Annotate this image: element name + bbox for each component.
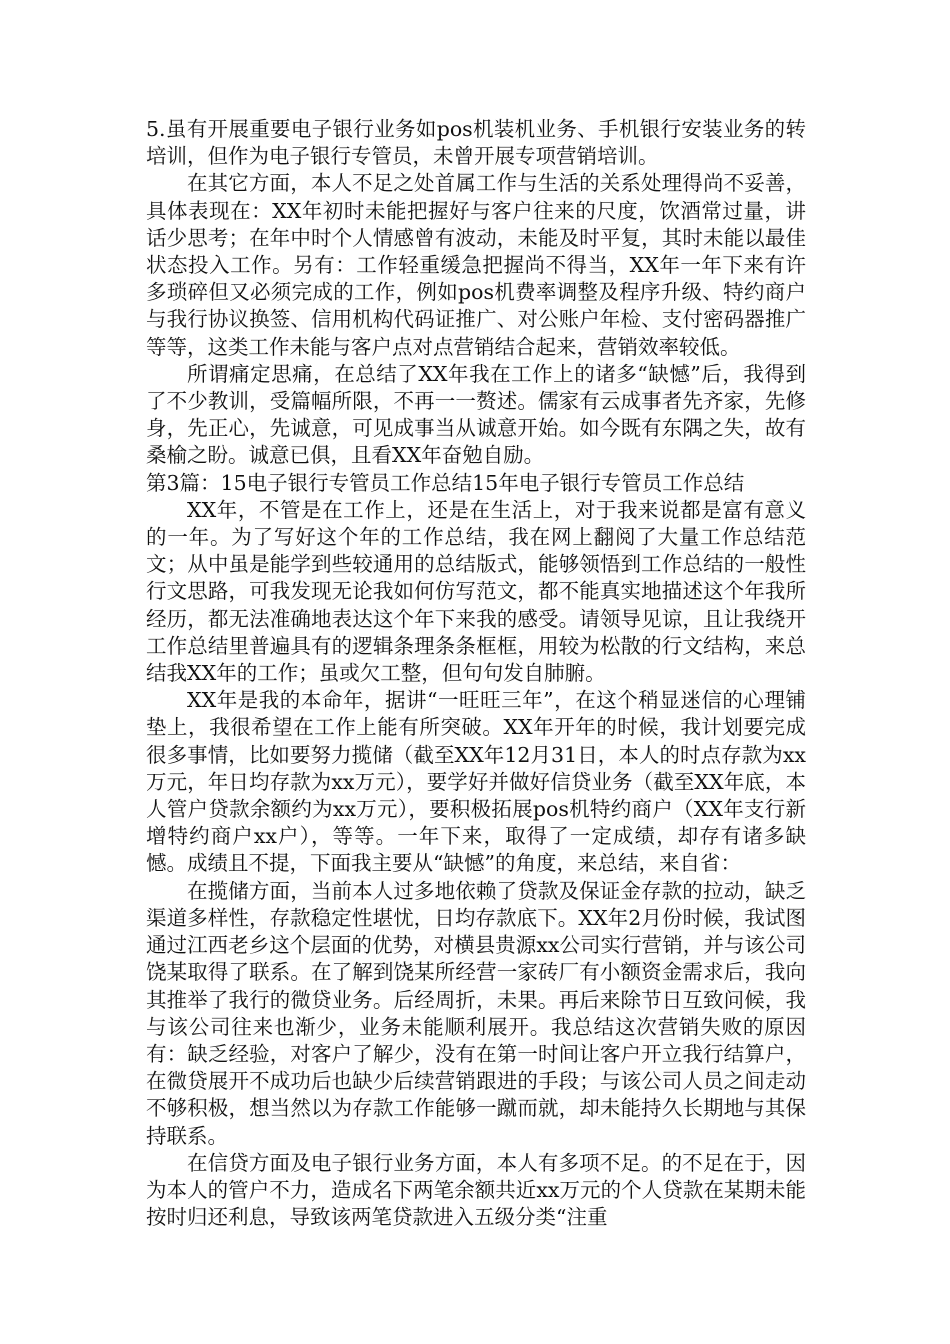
paragraph-item-1: 5.虽有开展重要电子银行业务如pos机装机业务、手机银行安装业务的转培训，但作为电子银行专管员，未曾开展专项营销培训。 [146,117,806,169]
section-heading: 第3篇：15电子银行专管员工作总结15年电子银行专管员工作总结 [146,470,745,495]
paragraph-deposits: 在揽储方面，当前本人过多地依赖了贷款及保证金存款的拉动，缺乏渠道多样性，存款稳定性堪忧，日均存款底下。XX年2月份时候，我试图通过江西老乡这个层面的优势，对横县贵源xx公司实行营销，并与该公司饶某取得了联系。在了解到饶某所经营一家砖厂有小额资金需求后，我向其推举了我行的微贷业务。后经周折，未果。再后来除节日互致问候，我与该公司往来也渐少，业务未能顺利展开。我总结这次营销失败的原因有：缺乏经验，对客户了解少，没有在第一时间让客户开立我行结算户，在微贷展开不成功后也缺少后续营销跟进的手段；与该公司人员之间走动不够积极，想当然以为存款工作能够一蹴而就，却未能持久长期地与其保持联系。 [146,878,806,1148]
paragraph-other-aspects: 在其它方面，本人不足之处首属工作与生活的关系处理得尚不妥善，具体表现在：XX年初时未能把握好与客户往来的尺度，饮酒常过量，讲话少思考；在年中时个人情感曾有波动，未能及时平复，其时未能以最佳状态投入工作。另有：工作轻重缓急把握尚不得当，XX年一年下来有许多琐碎但又必须完成的工作，例如pos机费率调整及程序升级、特约商户与我行协议换签、信用机构代码证推广、对公账户年检、支付密码器推广等等，这类工作未能与客户点对点营销结合起来，营销效率较低。 [146,171,806,359]
paragraph-credit: 在信贷方面及电子银行业务方面，本人有多项不足。的不足在于，因为本人的管户不力，造成名下两笔余额共近xx万元的个人贷款在某期未能按时归还利息，导致该两笔贷款进入五级分类“注重 [146,1150,806,1230]
document-body [146,116,806,1231]
paragraph-year-plan: XX年是我的本命年，据讲“一旺旺三年”，在这个稍显迷信的心理铺垫上，我很希望在工作上能有所突破。XX年开年的时候，我计划要完成很多事情，比如要努力揽储（截至XX年12月31日，本人的时点存款为xx万元，年日均存款为xx万元），要学好并做好信贷业务（截至XX年底，本人管户贷款余额约为xx万元），要积极拓展pos机特约商户（XX年支行新增特约商户xx户），等等。一年下来，取得了一定成绩，却存有诸多缺憾。成绩且不提，下面我主要从“缺憾”的角度，来总结，来自省： [146,688,806,876]
paragraph-introduction: XX年，不管是在工作上，还是在生活上，对于我来说都是富有意义的一年。为了写好这个年的工作总结，我在网上翻阅了大量工作总结范文；从中虽是能学到些较通用的总结版式，能够领悟到工作总结的一般性行文思路，可我发现无论我如何仿写范文，都不能真实地描述这个年我所经历，都无法准确地表达这个年下来我的感受。请领导见谅，且让我绕开工作总结里普遍具有的逻辑条理条条框框，用较为松散的行文结构，来总结我XX年的工作；虽或欠工整，但句句发自肺腑。 [146,497,806,686]
paragraph-reflection: 所谓痛定思痛，在总结了XX年我在工作上的诸多“缺憾”后，我得到了不少教训，受篇幅所限，不再一一赘述。儒家有云成事者先齐家，先修身，先正心，先诚意，可见成事当从诚意开始。如今既有东隅之失，故有桑榆之盼。诚意已俱，且看XX年奋勉自励。 [146,361,806,468]
